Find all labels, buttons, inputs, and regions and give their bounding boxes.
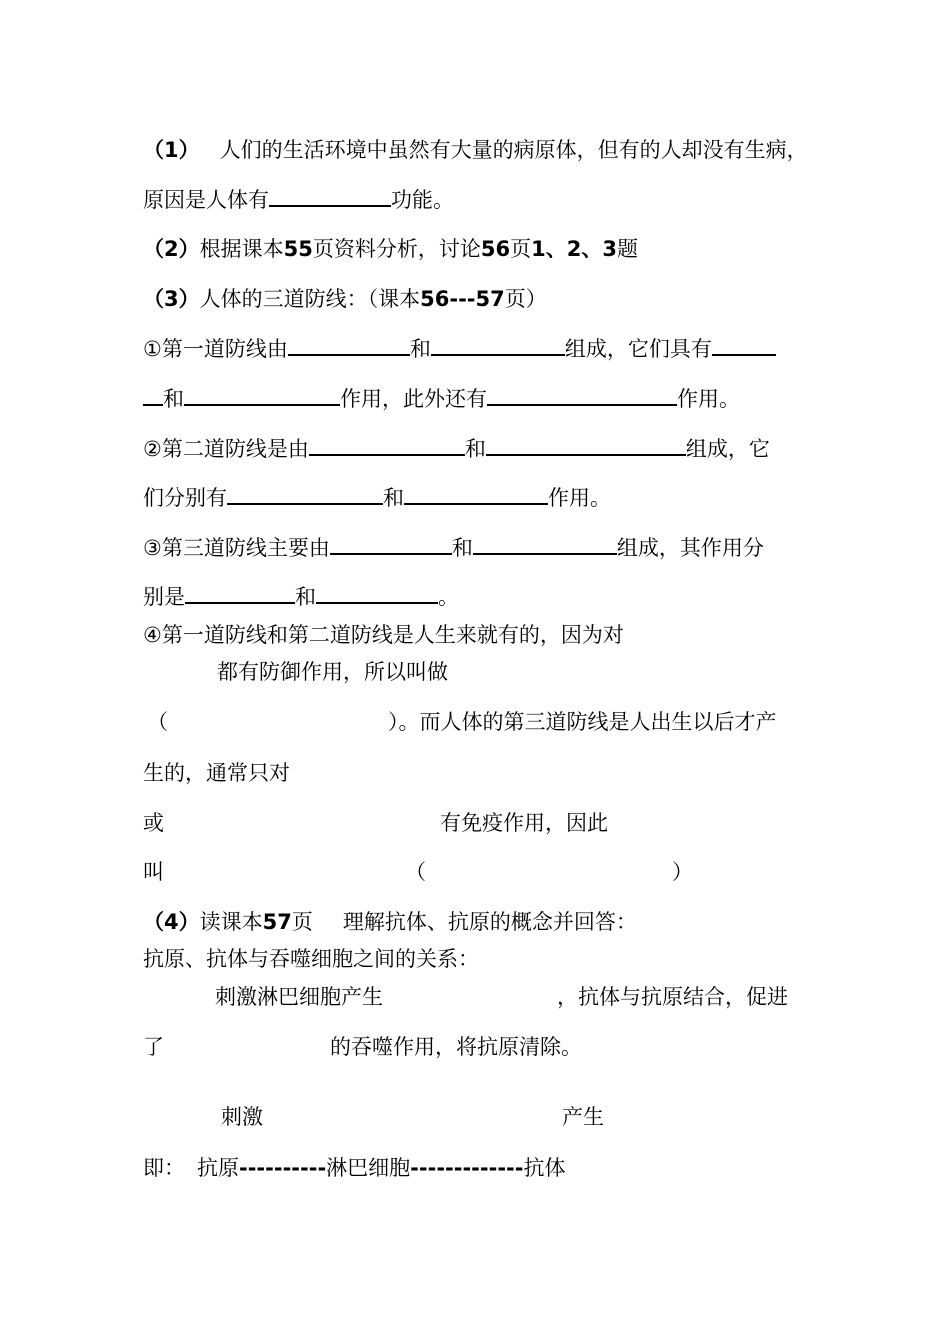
text: 别是 bbox=[143, 585, 185, 609]
relation-diagram bbox=[143, 1153, 565, 1183]
q2-text: 根据课本 bbox=[199, 237, 284, 261]
marker-4: ④ bbox=[143, 623, 162, 647]
close-paren: ） bbox=[672, 860, 693, 884]
answer-blank[interactable] bbox=[143, 384, 163, 406]
q2-text-end: 题 bbox=[616, 237, 638, 261]
q3-immune-text: 有免疫作用，因此 bbox=[440, 811, 608, 835]
answer-blank[interactable] bbox=[486, 434, 686, 456]
q4-heading bbox=[143, 907, 637, 937]
diagram-arrow-2: ------------- bbox=[410, 1156, 524, 1180]
q1-text-2: 原因是人体有 bbox=[143, 188, 269, 212]
diagram-label-produce: 产生 bbox=[562, 1105, 604, 1129]
text: 和 bbox=[409, 337, 431, 361]
q3-second-line-2 bbox=[143, 483, 611, 513]
q3-fourth-line-2 bbox=[217, 657, 448, 687]
q3-fourth-line-4: 生的，通常只对 bbox=[143, 761, 290, 785]
answer-blank[interactable] bbox=[227, 483, 383, 505]
marker-3: ③ bbox=[143, 536, 162, 560]
q2-text-mid: 页资料分析，讨论 bbox=[312, 237, 481, 261]
diagram-lymphocyte: 淋巴细胞 bbox=[326, 1156, 411, 1180]
open-paren: （ bbox=[147, 710, 168, 734]
q3-fourth-line bbox=[143, 620, 624, 650]
q4-r1-b: ，抗体与抗原结合，促进 bbox=[557, 985, 788, 1009]
answer-blank[interactable] bbox=[487, 384, 677, 406]
open-paren: （ bbox=[405, 860, 426, 884]
diagram-antigen: 抗原 bbox=[197, 1156, 239, 1180]
diagram-label-stimulate: 刺激 bbox=[221, 1105, 263, 1129]
text: 组成，它们具有 bbox=[564, 337, 712, 361]
text: 即： bbox=[143, 1156, 185, 1180]
answer-blank[interactable] bbox=[330, 533, 452, 555]
marker-2: ② bbox=[143, 437, 162, 461]
q3-or: 或 bbox=[143, 811, 164, 835]
text: 作用。 bbox=[548, 486, 611, 510]
text: 和 bbox=[383, 486, 404, 510]
q2-page2: 56 bbox=[480, 237, 511, 261]
q3-text-end: 页） bbox=[504, 287, 547, 311]
answer-blank[interactable] bbox=[431, 334, 565, 356]
q1-text-1: 人们的生活环境中虽然有大量的病原体，但有的人却没有生病， bbox=[219, 138, 808, 162]
text: 作用。 bbox=[677, 387, 740, 411]
text: 组成，其作用分 bbox=[616, 536, 764, 560]
q3-third-line-2 bbox=[143, 582, 459, 612]
text: 。 bbox=[438, 585, 459, 609]
text: 组成，它 bbox=[685, 437, 770, 461]
q3-called: 叫 bbox=[143, 860, 164, 884]
q4-r2-b: 的吞噬作用，将抗原清除。 bbox=[330, 1035, 582, 1059]
q1-text-3: 功能。 bbox=[391, 188, 454, 212]
q3-first-line bbox=[143, 334, 776, 364]
q3-first-line-2 bbox=[143, 384, 740, 414]
answer-blank[interactable] bbox=[316, 582, 438, 604]
q3-text: 人体的三道防线：（课本 bbox=[199, 287, 421, 311]
q2-text-page: 页 bbox=[510, 237, 532, 261]
text: 都有防御作用，所以叫做 bbox=[217, 660, 448, 684]
text: 和 bbox=[451, 536, 473, 560]
text: 第三道防线主要由 bbox=[161, 536, 330, 560]
q4-page: 57 bbox=[262, 910, 292, 934]
answer-blank[interactable] bbox=[473, 533, 617, 555]
q3-heading bbox=[143, 284, 547, 314]
answer-blank[interactable] bbox=[288, 334, 410, 356]
text: 和 bbox=[295, 585, 316, 609]
text: 理解抗体、抗原的概念并回答： bbox=[342, 910, 637, 934]
text: 读课本 bbox=[199, 910, 263, 934]
q1-number: （1） bbox=[143, 138, 200, 162]
q3-number: （3） bbox=[143, 287, 200, 311]
q3-third-line bbox=[143, 533, 764, 563]
text: 和 bbox=[163, 387, 184, 411]
q2-page1: 55 bbox=[283, 237, 313, 261]
q2-line bbox=[143, 234, 638, 264]
diagram-antibody: 抗体 bbox=[523, 1156, 566, 1180]
q3-second-line bbox=[143, 434, 770, 464]
q4-relation: 抗原、抗体与吞噬细胞之间的关系： bbox=[143, 947, 479, 971]
q2-number: （2） bbox=[143, 237, 200, 261]
q2-items: 1、2、3 bbox=[531, 237, 617, 261]
diagram-arrow-1: ---------- bbox=[239, 1156, 327, 1180]
answer-blank[interactable] bbox=[185, 582, 295, 604]
marker-1: ① bbox=[143, 337, 162, 361]
answer-blank[interactable] bbox=[309, 434, 465, 456]
q3-pages: 56---57 bbox=[420, 287, 505, 311]
q1-line2 bbox=[143, 185, 454, 215]
q4-r1-a: 刺激淋巴细胞产生 bbox=[215, 985, 383, 1009]
q4-r2-a: 了 bbox=[143, 1035, 164, 1059]
text: 第一道防线由 bbox=[161, 337, 288, 361]
text: 作用，此外还有 bbox=[340, 387, 487, 411]
q1-line1 bbox=[143, 135, 808, 165]
answer-blank[interactable] bbox=[184, 384, 340, 406]
text: 页 bbox=[291, 910, 313, 934]
q3-fourth-line-3: ）。而人体的第三道防线是人出生以后才产 bbox=[388, 710, 777, 734]
answer-blank[interactable] bbox=[712, 334, 776, 356]
answer-blank[interactable] bbox=[404, 483, 548, 505]
text: 们分别有 bbox=[143, 486, 227, 510]
answer-blank[interactable] bbox=[269, 185, 391, 207]
text: 第一道防线和第二道防线是人生来就有的，因为对 bbox=[161, 623, 624, 647]
text: 第二道防线是由 bbox=[161, 437, 309, 461]
text: 和 bbox=[464, 437, 486, 461]
q4-number: （4） bbox=[143, 910, 200, 934]
